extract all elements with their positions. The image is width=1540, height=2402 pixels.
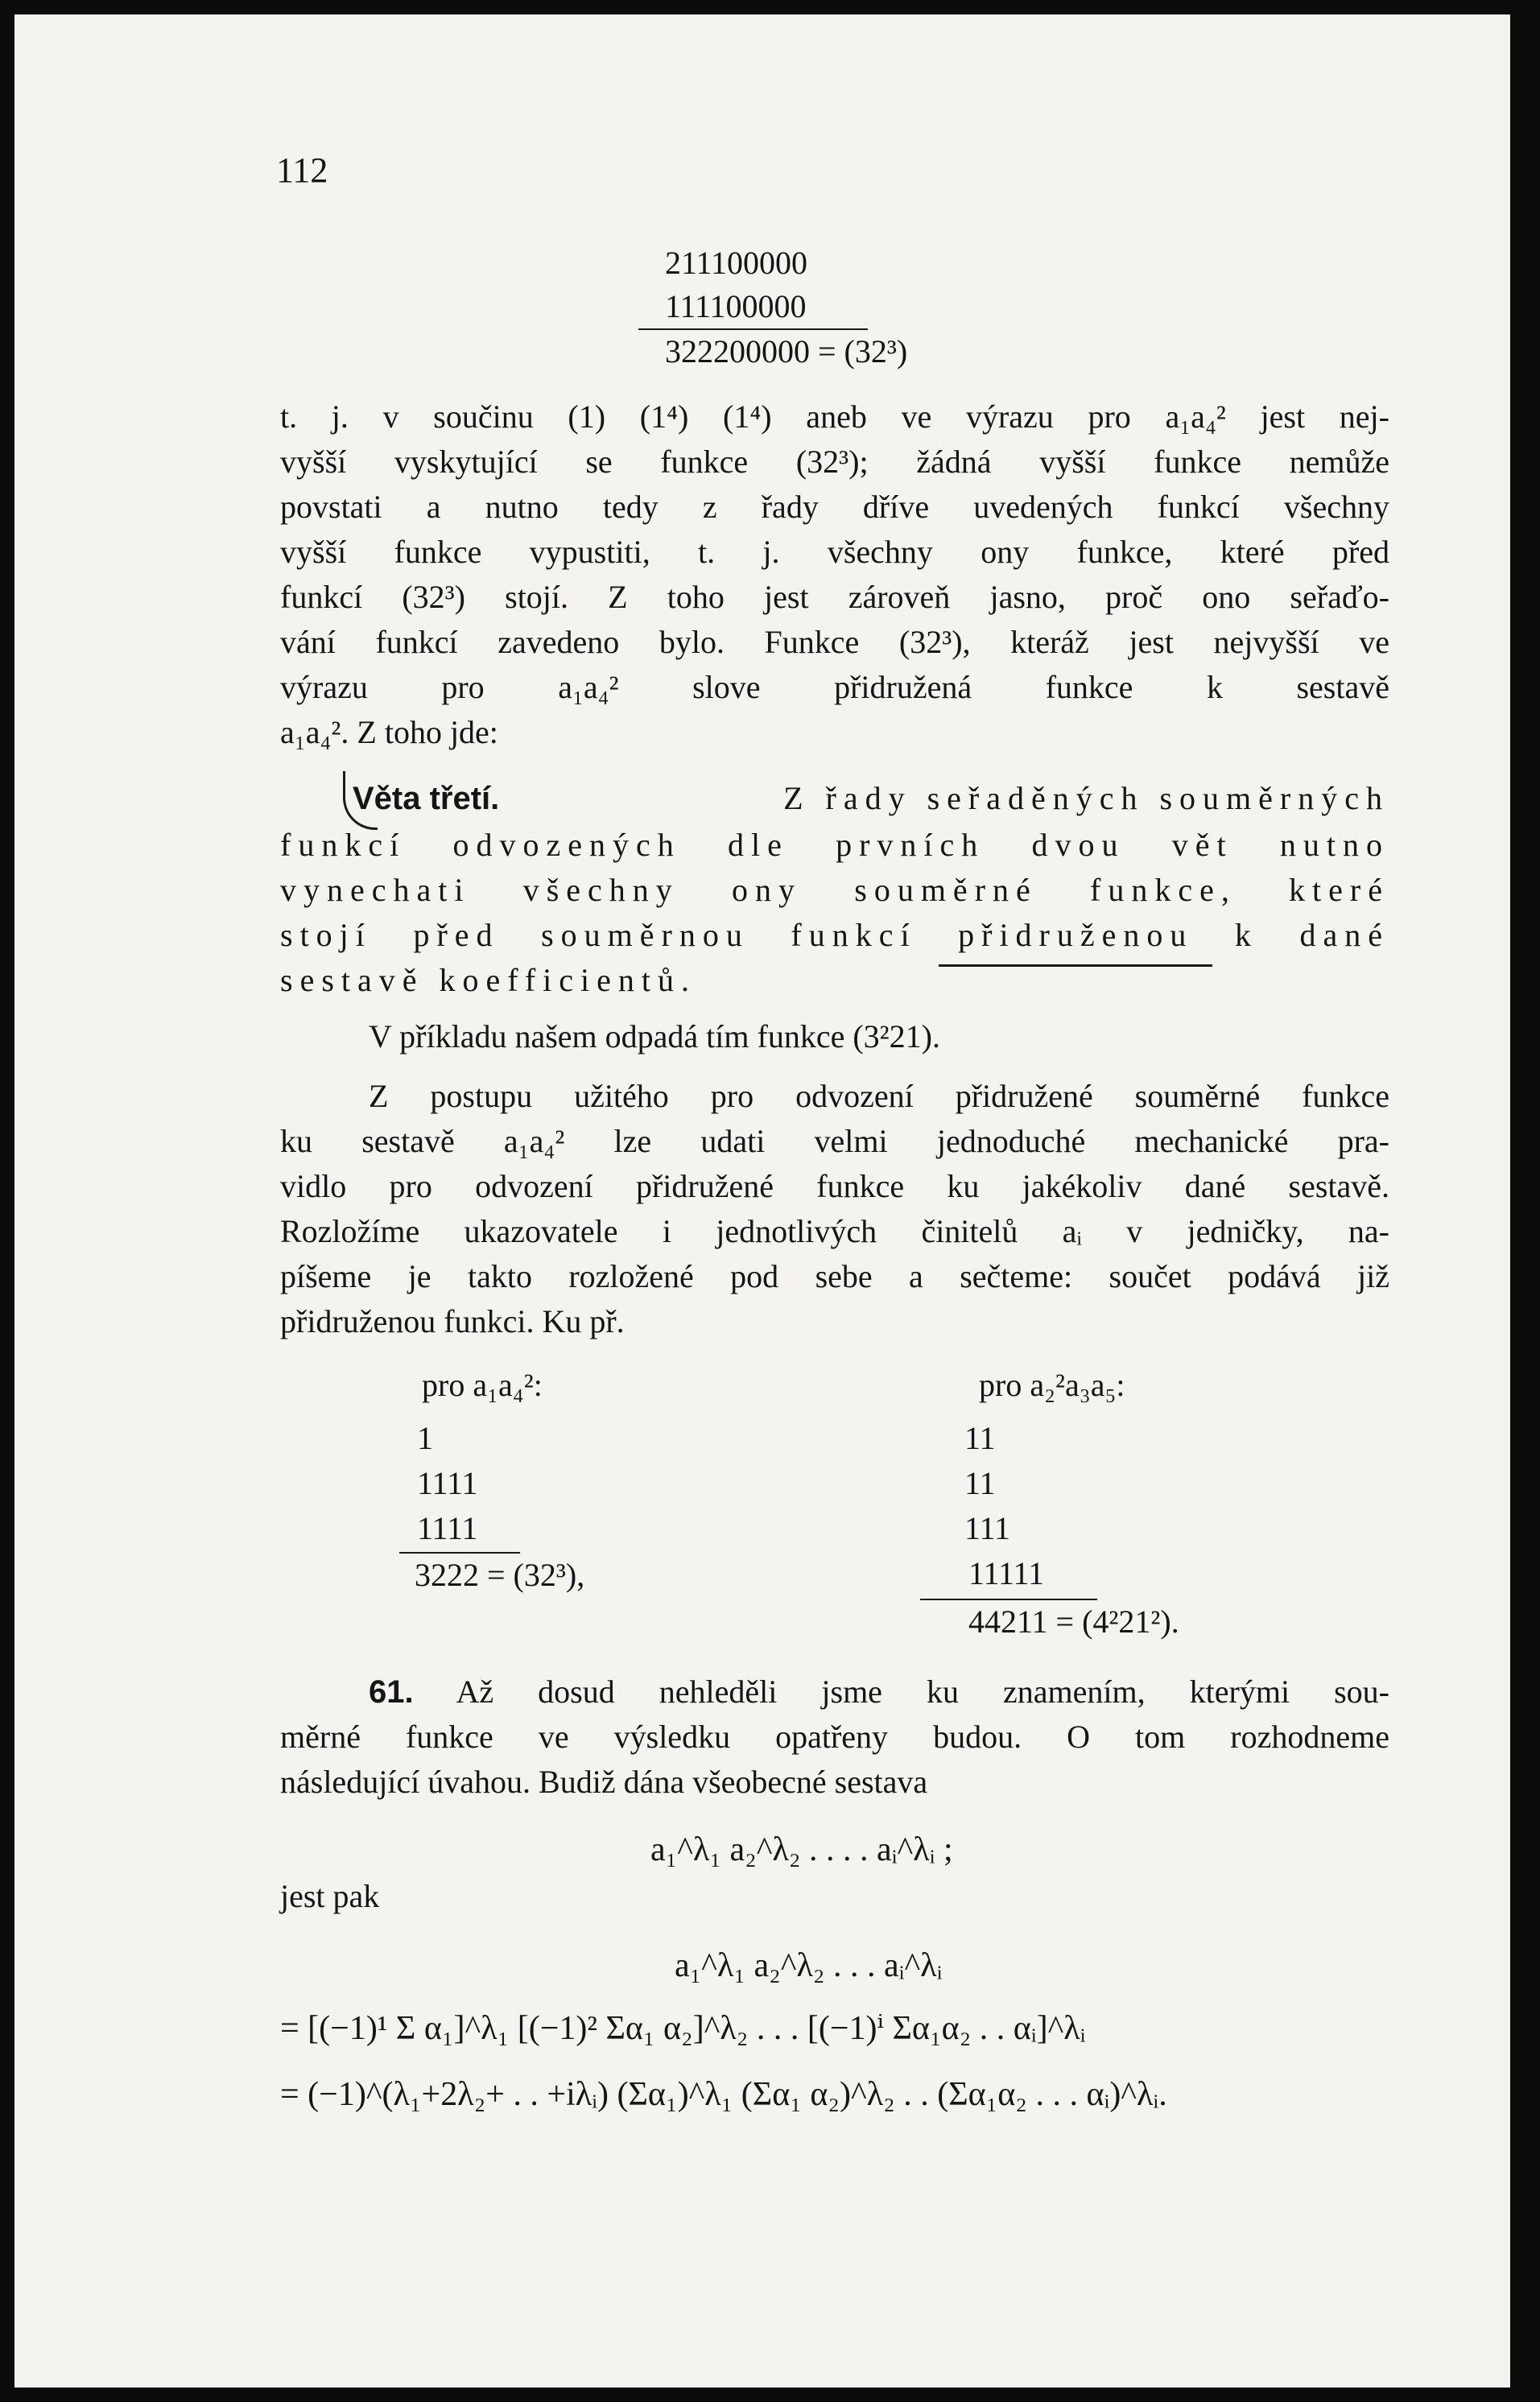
sum-result: 322200000 = (32³): [665, 333, 908, 369]
formula: a₁^λ₁ a₂^λ₂ . . . aᵢ^λᵢ: [675, 1947, 943, 1984]
paragraph-line: vání funkcí zavedeno bylo. Funkce (32³), kteráž jest nejvyšší ve: [280, 624, 1389, 660]
formula: = (−1)^(λ₁+2λ₂+ . . +iλᵢ) (Σα₁)^λ₁ (Σα₁ α₂)^λ₂ . . (Σα₁α₂ . . . αᵢ)^λᵢ.: [280, 2076, 1167, 2113]
section-61-first-line: [369, 1669, 1389, 1715]
sum-row: 111100000: [665, 288, 807, 324]
example-left-header: pro a₁a₄²:: [422, 1367, 543, 1403]
paragraph-line: následující úvahou. Budiž dána všeobecné sestava: [280, 1764, 928, 1800]
paragraph-line: povstati a nutno tedy z řady dříve uvedených funkcí všechny: [280, 489, 1389, 525]
paragraph-line: vidlo pro odvození přidružené funkce ku jakékoliv dané sestavě.: [280, 1168, 1389, 1204]
theorem-line: Z řady seřaděných souměrných: [783, 780, 1389, 816]
paragraph-line: vyšší vyskytující se funkce (32³); žádná vyšší funkce nemůže: [280, 444, 1389, 480]
example-row: 1: [417, 1420, 433, 1456]
paragraph-line: výrazu pro a₁a₄² slove přidružená funkce k sestavě: [280, 669, 1389, 705]
example-result: 44211 = (4²21²).: [968, 1603, 1179, 1640]
paragraph-line: přidruženou funkci. Ku př.: [280, 1303, 625, 1339]
example-row: 11: [964, 1465, 996, 1501]
paragraph-line: ku sestavě a₁a₄² lze udati velmi jednoduché mechanické pra-: [280, 1123, 1389, 1159]
underline: [939, 964, 1212, 967]
example-result: 3222 = (32³),: [415, 1557, 585, 1593]
theorem-line: funkcí odvozených dle prvních dvou vět nutno: [280, 827, 1389, 863]
sum-row: 211100000: [665, 245, 808, 281]
paragraph-line: t. j. v součinu (1) (1⁴) (1⁴) aneb ve výrazu pro a₁a₄² jest nej-: [280, 398, 1389, 435]
page-number: 112: [276, 151, 328, 190]
formula: = [(−1)¹ Σ α₁]^λ₁ [(−1)² Σα₁ α₂]^λ₂ . . . [(−1)ⁱ Σα₁α₂ . . αᵢ]^λᵢ: [280, 2010, 1086, 2047]
example-right-header: pro a₂²a₃a₅:: [979, 1367, 1125, 1403]
paragraph-line: V příkladu našem odpadá tím funkce (3²21).: [369, 1018, 940, 1054]
paragraph-line: vyšší funkce vypustiti, t. j. všechny ony funkce, které před: [280, 534, 1389, 570]
example-row: 111: [964, 1510, 1011, 1546]
example-row: 11: [964, 1420, 996, 1456]
paragraph-line: Až dosud nehleděli jsme ku znamením, kterými sou-: [456, 1674, 1389, 1710]
paragraph-line: a₁a₄². Z toho jde:: [280, 714, 498, 750]
example-row: 1111: [417, 1465, 478, 1501]
theorem-label: Věta třetí.: [353, 781, 500, 816]
book-page: [14, 14, 1510, 2388]
paragraph-line: měrné funkce ve výsledku opatřeny budou. O tom rozhodneme: [280, 1719, 1389, 1755]
theorem-line: stojí před souměrnou funkcí přidruženou k dané: [280, 917, 1389, 953]
example-row: 1111: [417, 1510, 478, 1546]
theorem-first-line: [353, 776, 1389, 821]
paragraph-line: píšeme je takto rozložené pod sebe a sečteme: součet podává již: [280, 1258, 1389, 1294]
section-number: 61.: [369, 1674, 414, 1710]
theorem-line: vynechati všechny ony souměrné funkce, které: [280, 872, 1389, 908]
paragraph-line: jest pak: [280, 1878, 380, 1914]
paragraph-line: Z postupu užitého pro odvození přidružené souměrné funkce: [369, 1078, 1389, 1114]
paragraph-line: funkcí (32³) stojí. Z toho jest zároveň jasno, proč ono seřaďo-: [280, 579, 1389, 615]
theorem-line: sestavě koefficientů.: [280, 962, 697, 998]
example-row: 11111: [968, 1555, 1045, 1591]
paragraph-line: Rozložíme ukazovatele i jednotlivých činitelů aᵢ v jedničky, na-: [280, 1213, 1389, 1249]
formula: a₁^λ₁ a₂^λ₂ . . . . aᵢ^λᵢ ;: [650, 1831, 953, 1868]
